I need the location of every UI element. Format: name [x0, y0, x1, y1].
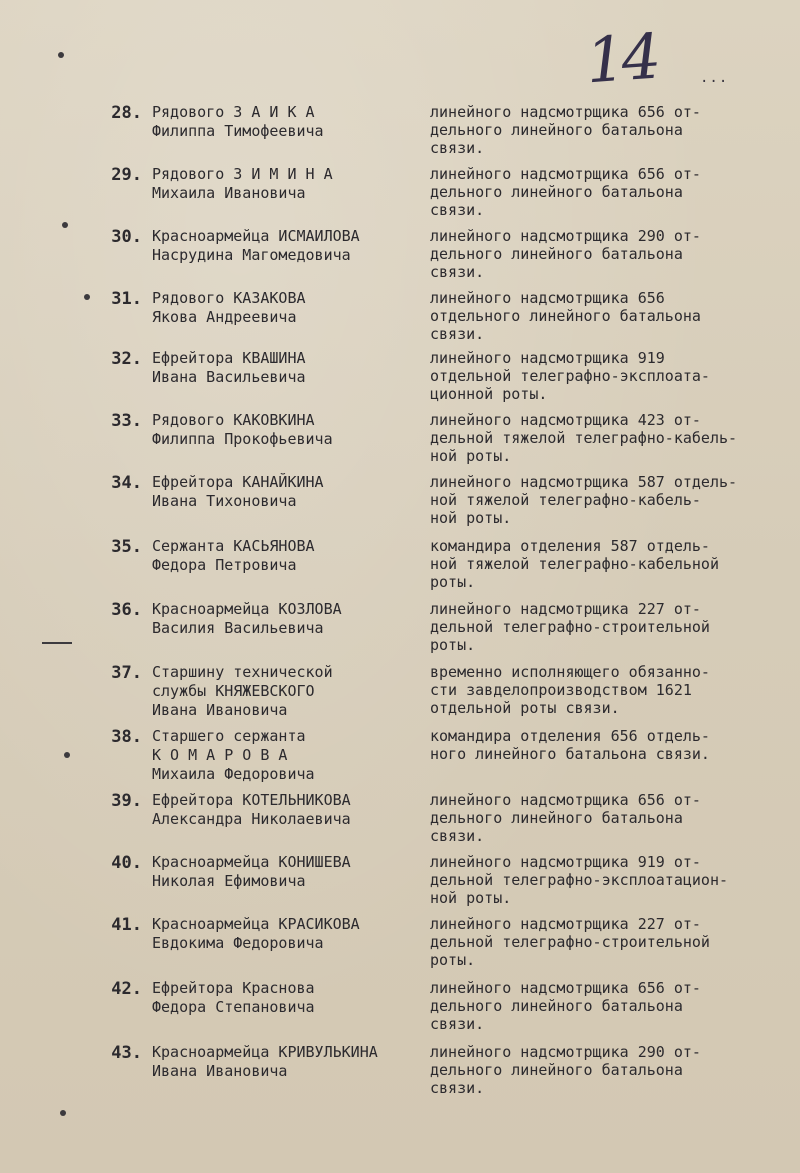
entry-position: линейного надсмотрщика 227 от- дельной телеграфно-строительной роты.: [430, 600, 710, 654]
list-item: [0, 411, 800, 473]
list-item: [0, 289, 800, 351]
entry-position: линейного надсмотрщика 290 от- дельного линейного батальона связи.: [430, 227, 701, 281]
entry-name: Рядового КАКОВКИНА Филиппа Прокофьевича: [152, 411, 333, 448]
list-item: [0, 349, 800, 411]
entry-name: Старшего сержанта К О М А Р О В А Михаила Федоровича: [152, 727, 315, 783]
entry-position: линейного надсмотрщика 656 от- дельного линейного батальона связи.: [430, 103, 701, 157]
list-item: [0, 979, 800, 1041]
entry-position: линейного надсмотрщика 656 от- дельного линейного батальона связи.: [430, 791, 701, 845]
entry-number: 43.: [111, 1043, 142, 1063]
list-item: [0, 227, 800, 289]
entry-position: линейного надсмотрщика 290 от- дельного линейного батальона связи.: [430, 1043, 701, 1097]
entry-name: Ефрейтора КОТЕЛЬНИКОВА Александра Николаевича: [152, 791, 351, 828]
list-item: [0, 915, 800, 977]
entry-number: 35.: [111, 537, 142, 557]
entry-number: 30.: [111, 227, 142, 247]
entry-number: 28.: [111, 103, 142, 123]
entry-number: 40.: [111, 853, 142, 873]
entry-position: линейного надсмотрщика 919 от- дельной телеграфно-эксплоатацион- ной роты.: [430, 853, 729, 907]
entry-name: Красноармейца КРАСИКОВА Евдокима Федоровича: [152, 915, 360, 952]
entry-name: Сержанта КАСЬЯНОВА Федора Петровича: [152, 537, 315, 574]
entry-number: 36.: [111, 600, 142, 620]
entry-name: Рядового КАЗАКОВА Якова Андреевича: [152, 289, 306, 326]
entry-name: Ефрейтора КАНАЙКИНА Ивана Тихоновича: [152, 473, 324, 510]
entry-position: линейного надсмотрщика 227 от- дельной телеграфно-строительной роты.: [430, 915, 710, 969]
entry-name: Ефрейтора Краснова Федора Степановича: [152, 979, 315, 1016]
list-item: [0, 791, 800, 853]
entry-number: 29.: [111, 165, 142, 185]
list-item: [0, 537, 800, 599]
list-item: [0, 103, 800, 165]
entry-name: Старшину технической службы КНЯЖЕВСКОГО Ивана Ивановича: [152, 663, 333, 719]
entry-name: Красноармейца ИСМАИЛОВА Насрудина Магомедовича: [152, 227, 360, 264]
corner-mark: ...: [700, 70, 729, 86]
entry-name: Красноармейца КОЗЛОВА Василия Васильевича: [152, 600, 342, 637]
list-item: [0, 727, 800, 789]
entry-position: линейного надсмотрщика 656 отдельного линейного батальона связи.: [430, 289, 701, 343]
entry-name: Рядового З А И К А Филиппа Тимофеевича: [152, 103, 324, 140]
list-item: [0, 1043, 800, 1105]
entry-number: 33.: [111, 411, 142, 431]
entry-number: 34.: [111, 473, 142, 493]
entry-name: Красноармейца КРИВУЛЬКИНА Ивана Ивановича: [152, 1043, 378, 1080]
entry-number: 41.: [111, 915, 142, 935]
entry-position: линейного надсмотрщика 423 от- дельной тяжелой телеграфно-кабель- ной роты.: [430, 411, 738, 465]
entry-number: 39.: [111, 791, 142, 811]
list-item: [0, 853, 800, 915]
entry-number: 37.: [111, 663, 142, 683]
entry-position: командира отделения 656 отдель- ного линейного батальона связи.: [430, 727, 710, 763]
entry-number: 38.: [111, 727, 142, 747]
list-item: [0, 473, 800, 535]
entry-name: Ефрейтора КВАШИНА Ивана Васильевича: [152, 349, 306, 386]
list-item: [0, 600, 800, 662]
entry-name: Красноармейца КОНИШЕВА Николая Ефимовича: [152, 853, 351, 890]
entry-position: линейного надсмотрщика 919 отдельной телеграфно-эксплоата- ционной роты.: [430, 349, 710, 403]
entry-position: линейного надсмотрщика 656 от- дельного линейного батальона связи.: [430, 979, 701, 1033]
entry-number: 31.: [111, 289, 142, 309]
entry-position: линейного надсмотрщика 587 отдель- ной тяжелой телеграфно-кабель- ной роты.: [430, 473, 738, 527]
entry-position: временно исполняющего обязанно- сти завделопроизводством 1621 отдельной роты связи.: [430, 663, 710, 717]
entry-name: Рядового З И М И Н А Михаила Ивановича: [152, 165, 333, 202]
handwritten-page-number: 14: [583, 19, 660, 98]
entry-position: линейного надсмотрщика 656 от- дельного линейного батальона связи.: [430, 165, 701, 219]
list-item: [0, 663, 800, 725]
entry-number: 32.: [111, 349, 142, 369]
entry-position: командира отделения 587 отдель- ной тяжелой телеграфно-кабельной роты.: [430, 537, 719, 591]
entry-number: 42.: [111, 979, 142, 999]
list-item: [0, 165, 800, 227]
